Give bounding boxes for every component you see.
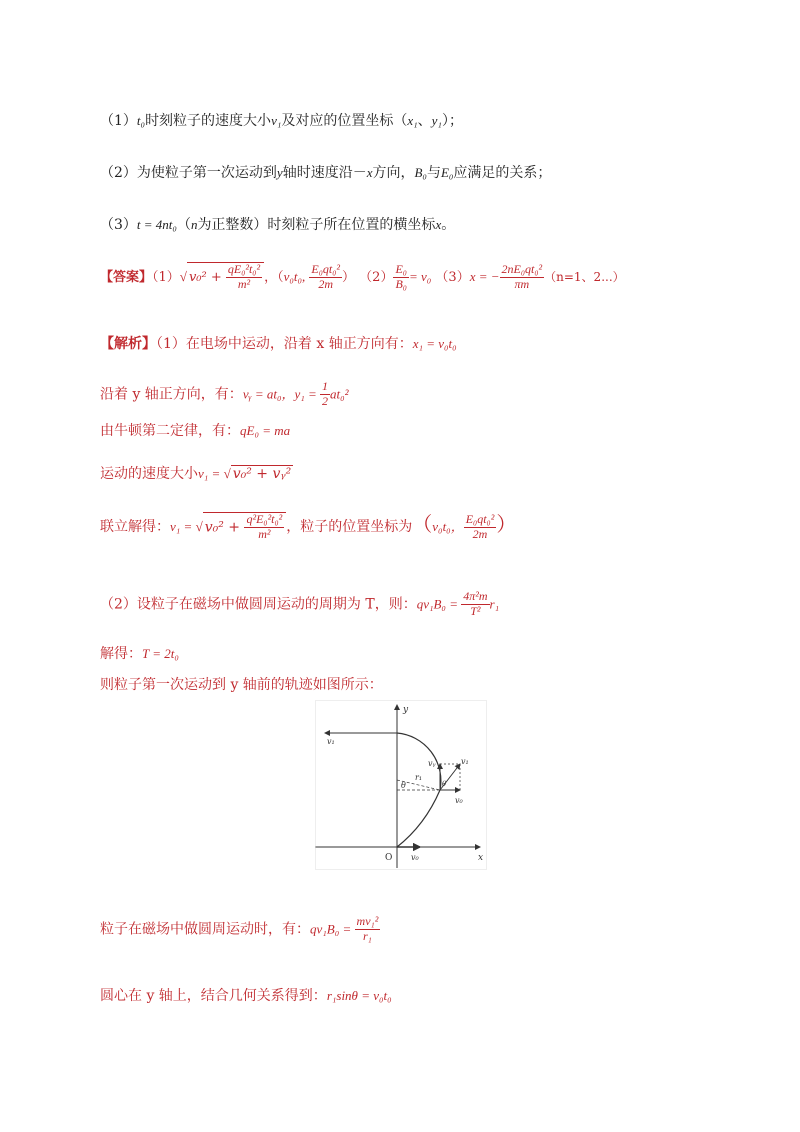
- analysis-l6-num: 4π²m: [463, 589, 488, 603]
- answer-frac-4: [500, 263, 545, 292]
- analysis-l5-eq-a: v₁ =: [170, 519, 196, 534]
- analysis-l5-frac: [244, 513, 284, 542]
- v0-right-label: v₀: [455, 796, 463, 805]
- q1-text-b: 及对应的位置坐标（: [281, 113, 408, 129]
- answer-frac-2: [309, 263, 342, 292]
- analysis-l4-eq-a: v₁ =: [198, 466, 224, 481]
- answer-f3-den: B₀: [395, 276, 407, 291]
- q2-b0: B₀: [414, 165, 427, 180]
- analysis-l2-num: 1: [322, 379, 329, 393]
- y-axis-label: y: [403, 705, 409, 715]
- answer-frac-3: [393, 263, 409, 292]
- analysis-l2-frac: [320, 380, 330, 409]
- analysis-l6-frac: [461, 590, 489, 619]
- q2-x: x: [366, 165, 373, 180]
- q1-prefix: （1）: [100, 113, 137, 129]
- answer-label: 【答案】: [100, 269, 153, 285]
- answer-f1-den: m²: [237, 276, 251, 291]
- analysis-l9-eq-a: qv₁B₀ =: [310, 921, 355, 937]
- analysis-l9-den: r₁: [362, 928, 372, 943]
- question-1: [100, 110, 463, 130]
- answer-eq-v0: = v₀: [408, 268, 432, 284]
- q2-prefix: （2）为使粒子第一次运动到: [100, 165, 277, 181]
- answer-open: ，（: [264, 269, 284, 285]
- analysis-l10-eq: r₁sinθ = v₀t₀: [326, 988, 392, 1003]
- question-3: [100, 214, 455, 234]
- q1-y1: y₁: [431, 113, 442, 128]
- analysis-l5-sqrt-pre: v₀² +: [204, 519, 245, 535]
- analysis-l9-text: 粒子在磁场中做圆周运动时，有：: [100, 921, 310, 938]
- answer-p3: （3）: [435, 269, 470, 285]
- q1-t0: t₀: [136, 113, 146, 128]
- answer-f2-den: 2m: [318, 276, 334, 291]
- analysis-l2-den: 2: [322, 393, 329, 408]
- q3-text-c: 。: [441, 217, 456, 233]
- q3-expr: t = 4nt₀: [136, 217, 177, 232]
- analysis-line-10: [100, 985, 392, 1005]
- analysis-l6-den: T²: [470, 603, 481, 618]
- answer-sqrt: [187, 262, 264, 292]
- vy-label: vᵧ: [428, 759, 436, 768]
- q1-sep: 、: [417, 113, 432, 129]
- q2-text-d: 应满足的关系；: [453, 165, 552, 181]
- analysis-l7-eq: T = 2t₀: [142, 646, 179, 661]
- analysis-label: 【解析】: [100, 336, 156, 352]
- answer-v0t0: v₀t₀,: [283, 268, 306, 284]
- analysis-l5-num2: E₀qt₀²: [465, 511, 495, 526]
- analysis-l1-eq: x₁ = v₀t₀: [412, 336, 457, 351]
- q1-text-c: ）；: [441, 113, 463, 129]
- analysis-l10-text: 圆心在 y 轴上，结合几何关系得到：: [100, 988, 327, 1004]
- q1-text-a: 时刻粒子的速度大小: [145, 113, 272, 129]
- origin-label: O: [385, 853, 393, 863]
- answer-x-eq: x = −: [469, 268, 500, 284]
- q3-prefix: （3）: [100, 217, 137, 233]
- theta-label: θ: [401, 781, 406, 790]
- q3-n: n: [190, 217, 198, 232]
- analysis-l5-den: m²: [258, 526, 271, 541]
- q2-y: y: [276, 165, 283, 180]
- analysis-l6-eq-a: qv₁B₀ =: [416, 596, 462, 612]
- v1-top-label: v₁: [327, 737, 335, 746]
- analysis-l5-den2: 2m: [472, 526, 488, 541]
- answer-f4-num: 2nE₀qt₀²: [501, 262, 543, 276]
- answer-f2-num: E₀qt₀²: [311, 262, 341, 276]
- question-2: [100, 162, 551, 182]
- v1-right-label: v₁: [461, 757, 469, 766]
- analysis-l2-text: 沿着 y 轴正方向，有：: [100, 386, 243, 403]
- analysis-l6-text: （2）设粒子在磁场中做圆周运动的周期为 T，则：: [100, 596, 417, 613]
- analysis-l3-eq: qE₀ = ma: [240, 423, 291, 438]
- parabola-path: [397, 790, 440, 847]
- analysis-line-6: [100, 590, 499, 619]
- analysis-l5-sqrt: [203, 512, 287, 542]
- q2-text-c: 与: [426, 165, 441, 181]
- x-axis-label: x: [478, 853, 484, 863]
- answer-f1-num: qE₀²t₀²: [227, 262, 261, 276]
- analysis-l8-text: 则粒子第一次运动到 y 轴前的轨迹如图所示：: [100, 677, 383, 693]
- r1-label: r₁: [415, 773, 423, 782]
- answer-cond: （n=1、2...）: [544, 269, 625, 284]
- trajectory-figure: [315, 700, 487, 870]
- q3-text-a: （: [176, 217, 191, 233]
- analysis-l5-num: q²E₀²t₀²: [246, 511, 283, 526]
- analysis-l2-eq-b: at₀²: [330, 386, 349, 402]
- analysis-l5-v0t0: v₀t₀，: [432, 519, 464, 534]
- answer-frac-1: [226, 263, 262, 292]
- analysis-line-5: 联立解得：v₁ = √ v₀² + $\frac{\text{q²E₀²t₀²}}{\text{m²}}$ ，粒子的位置坐标为（v₀t₀， $\frac{\text{E₀qt₀²}}{2m}$ ）: [100, 511, 517, 541]
- analysis-l5-mid: ，粒子的位置坐标为: [286, 519, 413, 535]
- analysis-line-8: [100, 674, 383, 694]
- answer-line: 【答案】（1）√ v₀² + $\frac{\text{qE₀²t₀²}}{\text{m²}}$ ，（v₀t₀, $\frac{\text{E₀qt₀²}}{2m}$ ） （2） $\frac{\text{E₀}}{\text{B₀}}$ = v₀ （3）x = − $\frac{\text{2nE₀qt₀²}}{\pi m}$ （n=1、2...）: [100, 262, 625, 291]
- q2-text-a: 轴时速度沿－: [282, 165, 367, 181]
- analysis-l9-frac: [355, 915, 381, 944]
- analysis-line-4: 运动的速度大小v₁ = √ v₀² + vᵧ²: [100, 466, 292, 482]
- analysis-l1-text: （1）在电场中运动，沿着 x 轴正方向有：: [156, 336, 413, 352]
- q2-text-b: 方向，: [372, 165, 415, 181]
- analysis-line-9: [100, 915, 380, 944]
- q1-v1: v₁: [271, 113, 282, 128]
- answer-p1: （1）: [152, 269, 180, 285]
- analysis-l5-close: ）: [496, 512, 517, 536]
- analysis-l9-num: mv₁²: [356, 914, 379, 928]
- theta2-label: θ: [442, 780, 447, 788]
- analysis-line-1: [100, 333, 457, 353]
- analysis-line-3: [100, 420, 290, 440]
- analysis-l4-eq-b: v₀² + vᵧ²: [232, 466, 292, 482]
- answer-close: ）: [342, 269, 356, 285]
- analysis-line-7: [100, 643, 179, 663]
- answer-p2: （2）: [359, 269, 394, 285]
- analysis-l3-text: 由牛顿第二定律，有：: [100, 423, 240, 439]
- analysis-l6-eq-b: r₁: [489, 596, 500, 612]
- q3-x: x: [435, 217, 442, 232]
- analysis-l4-text: 运动的速度大小: [100, 466, 198, 482]
- q1-x1: x₁: [407, 113, 418, 128]
- analysis-l5-frac2: [464, 513, 497, 542]
- answer-sqrt-pre: v₀² +: [188, 269, 226, 285]
- analysis-l7-text: 解得：: [100, 646, 142, 662]
- q3-text-b: 为正整数）时刻粒子所在位置的横坐标: [197, 217, 436, 233]
- answer-f3-num: E₀: [395, 262, 407, 276]
- v0-bottom-label: v₀: [411, 853, 419, 862]
- answer-f4-den: πm: [514, 276, 530, 291]
- analysis-line-2: [100, 380, 349, 409]
- analysis-l5-open: （: [412, 512, 433, 536]
- analysis-l2-eq-a: vᵧ = at₀，y₁ =: [242, 386, 321, 402]
- q2-e0: E₀: [440, 165, 454, 180]
- analysis-l5-text: 联立解得：: [100, 519, 170, 535]
